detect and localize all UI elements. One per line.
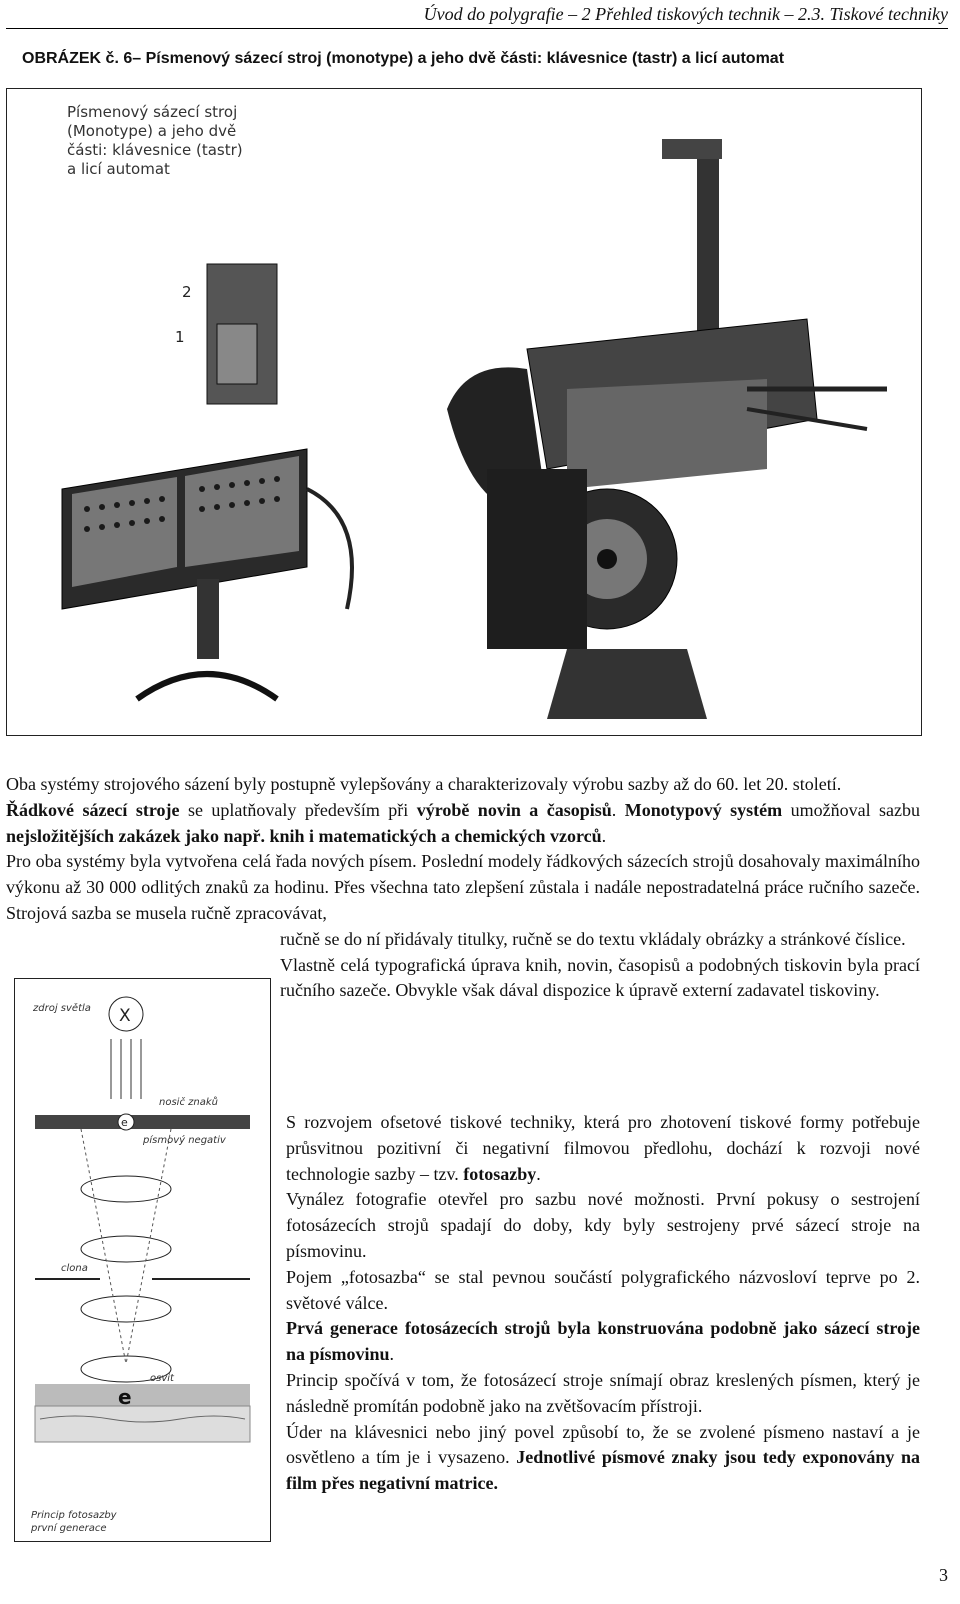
text-run: Pro oba systémy byla vytvořena celá řada nových písem. Poslední modely řádkových sázecích strojů dosahovaly maximálního výkonu až 30 000 odlitých znaků za hodinu. Přes všechna tato zlepšení zůstala i nadále nepostradatelná práce ručního sazeče. Strojová sazba se musela ručně zpracovávat,: [6, 851, 920, 923]
photosetting-diagram: [14, 978, 271, 1542]
keyboard-machine-drawing: [62, 264, 352, 699]
text-run: Úder na klávesnici nebo jiný povel způsobí to, že se zvolené písmeno nastaví a je osvětleno a tím je i vysazeno.: [286, 1421, 920, 1468]
text-run: Vynález fotografie otevřel pro sazbu nové možnosti. První pokusy o sestrojení fotosázecích strojů spadají do doby, kdy byly sestrojeny prvé sázecí stroje na písmovinu.: [286, 1189, 920, 1261]
bold-run: nejsložitějších zakázek jako např. knih i matematických a chemických vzorců: [6, 825, 602, 846]
bold-run: Jednotlivé písmové znaky jsou tedy exponovány na film přes negativní matrice.: [286, 1447, 920, 1494]
text-run: .: [611, 799, 625, 820]
paragraph-photosetting: [286, 1110, 920, 1497]
header-rule: [6, 28, 948, 29]
label-negative: písmový negativ: [143, 1135, 226, 1146]
text-run: .: [389, 1344, 395, 1365]
monotype-illustration: [7, 89, 921, 735]
bold-run: Řádkové sázecí stroje: [6, 799, 180, 820]
bold-run: Prvá generace fotosázecích strojů byla konstruována podobně jako sázecí stroje na písmovinu: [286, 1318, 920, 1365]
casting-machine-drawing: [447, 139, 887, 719]
text-run: S rozvojem ofsetové tiskové techniky, která pro zhotovení tiskové formy potřebuje průsvitnou pozitivní či negativní filmovou předlohu, dochází k rozvoji nové technologie sazby – tzv.: [286, 1112, 920, 1184]
x-mark: X: [119, 1006, 131, 1026]
label-light-source: zdroj světla: [33, 1003, 91, 1014]
monotype-figure: [6, 88, 922, 736]
diagram-caption: Princip fotosazby první generace: [31, 1510, 117, 1534]
text-run: ručně se do ní přidávaly titulky, ručně se do textu vkládaly obrázky a stránkové číslice.: [280, 928, 906, 949]
bold-run: fotosazby: [463, 1163, 537, 1184]
running-header: Úvod do polygrafie – 2 Přehled tiskových technik – 2.3. Tiskové techniky: [423, 4, 948, 24]
figure-inset-text: Písmenový sázecí stroj (Monotype) a jeho dvě části: klávesnice (tastr) a licí automat: [67, 103, 243, 178]
text-run: se uplatňovaly především při: [179, 799, 417, 820]
text-run: Vlastně celá typografická úprava knih, novin, časopisů a podobných tiskovin byla prací ručního sazeče. Obvykle však dával dispozice k úpravě externí zadavatel tiskoviny.: [280, 954, 920, 1001]
label-aperture: clona: [61, 1263, 88, 1274]
label-carrier: nosič znaků: [159, 1097, 218, 1108]
negative-glyph: e: [121, 1116, 128, 1129]
label-exposure: osvit: [150, 1373, 174, 1384]
text-run: .: [601, 825, 607, 846]
marker-2: 2: [182, 283, 192, 301]
text-run: Pojem „fotosazba“ se stal pevnou součástí polygrafického názvosloví teprve po 2. světové válce.: [286, 1266, 920, 1313]
bold-run: výrobě novin a časopisů: [416, 799, 612, 820]
marker-1: 1: [175, 328, 185, 346]
page-number: 3: [939, 1565, 948, 1585]
text-run: Oba systémy strojového sázení byly postupně vylepšovány a charakterizovaly výrobu sazby až do 60. let 20. století.: [6, 774, 842, 794]
text-run: .: [536, 1163, 541, 1184]
text-run: Princip spočívá v tom, že fotosázecí stroje snímají obraz kreslených písmen, který je následně promítán podobně jako na zvětšovacím přístroji.: [286, 1369, 920, 1416]
text-run: umožňoval sazbu: [782, 799, 920, 820]
bold-run: Monotypový systém: [624, 799, 783, 820]
positive-glyph: e: [118, 1385, 132, 1409]
figure-caption: OBRÁZEK č. 6– Písmenový sázecí stroj (monotype) a jeho dvě části: klávesnice (tastr) a licí automat: [22, 50, 785, 67]
photosetting-schematic: [15, 979, 270, 1541]
paragraph-typesetting-history: [6, 772, 920, 1004]
